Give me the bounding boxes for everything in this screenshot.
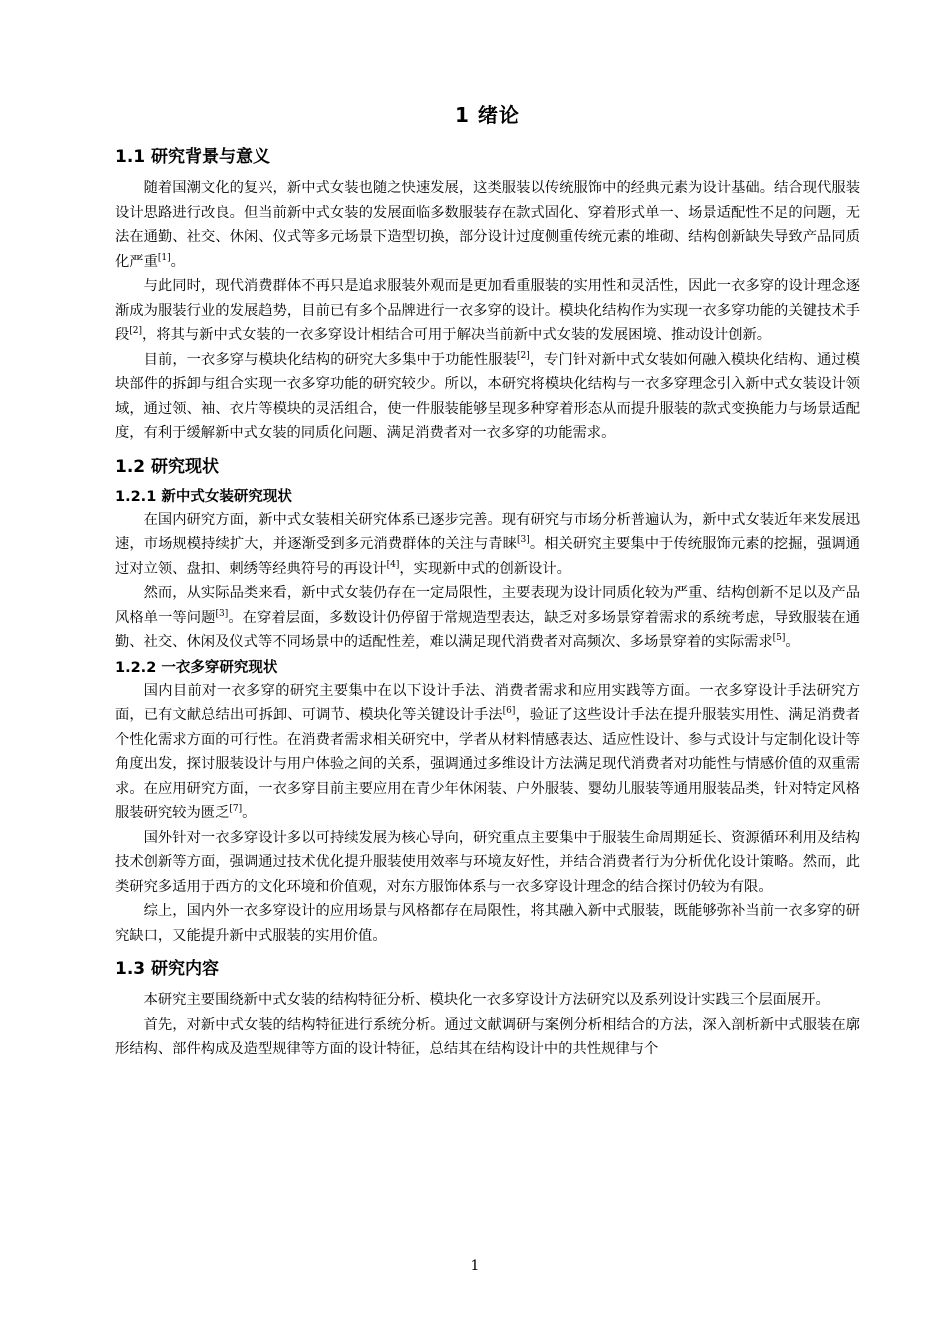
- page-content: [115, 100, 860, 1062]
- citation: [4]: [386, 559, 400, 570]
- paragraph-text: 。: [785, 634, 800, 650]
- citation: [3]: [215, 608, 229, 619]
- chapter-title: 1 绪论: [455, 103, 520, 127]
- paragraph-text: 国内目前对一衣多穿的研究主要集中在以下设计手法、消费者需求和应用实践等方面。一衣多穿设计手法研究方面，已有文献总结出可拆卸、可调节、模块化等关键设计手法: [115, 682, 860, 723]
- paragraph-text: 与此同时，现代消费群体不再只是追求服装外观而是更加看重服装的实用性和灵活性，因此一衣多穿的设计理念逐渐成为服装行业的发展趋势，目前已有多个品牌进行一衣多穿的设计。模块化结构作为实现一衣多穿功能的关键技术手段: [115, 278, 860, 343]
- page-number: 1: [470, 1258, 480, 1274]
- citation: [5]: [772, 633, 786, 644]
- section-title-1-2: 1.2 研究现状: [115, 456, 220, 477]
- paragraph-text: ，专门针对新中式女装如何融入模块化结构、通过模块部件的拆卸与组合实现一衣多穿功能的研究较少。所以，本研究将模块化结构与一衣多穿理念引入新中式女装设计领域，通过领、袖、衣片等模块的灵活组合，使一件服装能够呈现多种穿着形态从而提升服装的款式变换能力与场景适配度，有利于缓解新中式女装的同质化问题、满足消费者对一衣多穿的功能需求。: [115, 351, 861, 441]
- citation: [2]: [516, 350, 530, 361]
- paragraph-text: 在国内研究方面，新中式女装相关研究体系已逐步完善。现有研究与市场分析普遍认为，新中式女装近年来发展迅速，市场规模持续扩大，并逐渐受到多元消费群体的关注与青睐: [115, 511, 860, 552]
- paragraph-text: 。在穿着层面，多数设计仍停留于常规造型表达，缺乏对多场景穿着需求的系统考虑，导致服装在通勤、社交、休闲及仪式等不同场景中的适配性差，难以满足现代消费者对高频次、多场景穿着的实际需求: [115, 609, 861, 650]
- paragraph: [115, 348, 860, 446]
- paragraph: [115, 581, 860, 655]
- paragraph: [115, 508, 860, 582]
- paragraph-text: 。相关研究主要集中于传统服饰元素的挖掘，强调通过对立领、盘扣、刺绣等经典符号的再设计: [115, 536, 861, 577]
- citation: [1]: [157, 252, 171, 263]
- paragraph: [115, 176, 860, 274]
- paragraph-text: ，实现新中式的创新设计。: [399, 560, 571, 577]
- citation: [7]: [229, 804, 243, 815]
- paragraph-text: ，验证了这些设计手法在提升服装实用性、满足消费者个性化需求方面的可行性。在消费者需求相关研究中，学者从材料情感表达、适应性设计、参与式设计与定制化设计等角度出发，探讨服装设计与用户体验之间的关系，强调通过多维设计方法满足现代消费者对功能性与情感价值的双重需求。在应用研究方面，一衣多穿目前主要应用在青少年休闲装、户外服装、婴幼儿服装等通用服装品类，针对特定风格服装研究较为匮乏: [115, 707, 861, 821]
- section-title-1-3: 1.3 研究内容: [115, 959, 220, 979]
- citation: [3]: [517, 535, 530, 546]
- subsection-title-1-2-1: 1.2.1 新中式女装研究现状: [115, 488, 292, 505]
- paragraph-text: 随着国潮文化的复兴，新中式女装也随之快速发展，这类服装以传统服饰中的经典元素为设计基础。结合现代服装设计思路进行改良。但当前新中式女装的发展面临多数服装存在款式固化、穿着形式单一、场景适配性不足的问题，无法在通勤、社交、休闲、仪式等多元场景下造型切换，部分设计过度侧重传统元素的堆砌、结构创新缺失导致产品同质化严重: [115, 180, 860, 270]
- paragraph: 国外针对一衣多穿设计多以可持续发展为核心导向，研究重点主要集中于服装生命周期延长、资源循环利用及结构技术创新等方面，强调通过技术优化提升服装使用效率与环境友好性，并结合消费者行为分析优化设计策略。然而，此类研究多适用于西方的文化环境和价值观，对东方服饰体系与一衣多穿设计理念的结合探讨仍较为有限。: [115, 829, 860, 895]
- subsection-title-1-2-2: 1.2.2 一衣多穿研究现状: [115, 659, 278, 676]
- paragraph: [115, 274, 860, 348]
- paragraph: 首先，对新中式女装的结构特征进行系统分析。通过文献调研与案例分析相结合的方法，深入剖析新中式服装在廓形结构、部件构成及造型规律等方面的设计特征，总结其在结构设计中的共性规律与个: [115, 1016, 860, 1057]
- citation: [6]: [502, 706, 516, 717]
- paragraph-text: 目前，一衣多穿与模块化结构的研究大多集中于功能性服装: [143, 351, 517, 368]
- paragraph-text: ，将其与新中式女装的一衣多穿设计相结合可用于解决当前新中式女装的发展困境、推动设计创新。: [142, 327, 772, 343]
- paragraph: [115, 679, 860, 826]
- paragraph-text: 然而，从实际品类来看，新中式女装仍存在一定局限性，主要表现为设计同质化较为严重、结构创新不足以及产品风格单一等问题: [115, 585, 860, 626]
- paragraph: 本研究主要围绕新中式女装的结构特征分析、模块化一衣多穿设计方法研究以及系列设计实践三个层面展开。: [143, 992, 830, 1008]
- paragraph: 综上，国内外一衣多穿设计的应用场景与风格都存在局限性，将其融入新中式服装，既能够弥补当前一衣多穿的研究缺口，又能提升新中式服装的实用价值。: [115, 903, 860, 944]
- section-title-1-1: 1.1 研究背景与意义: [115, 147, 271, 167]
- paragraph-text: 。: [170, 253, 185, 270]
- paragraph-text: 。: [242, 805, 257, 821]
- citation: [2]: [129, 326, 143, 337]
